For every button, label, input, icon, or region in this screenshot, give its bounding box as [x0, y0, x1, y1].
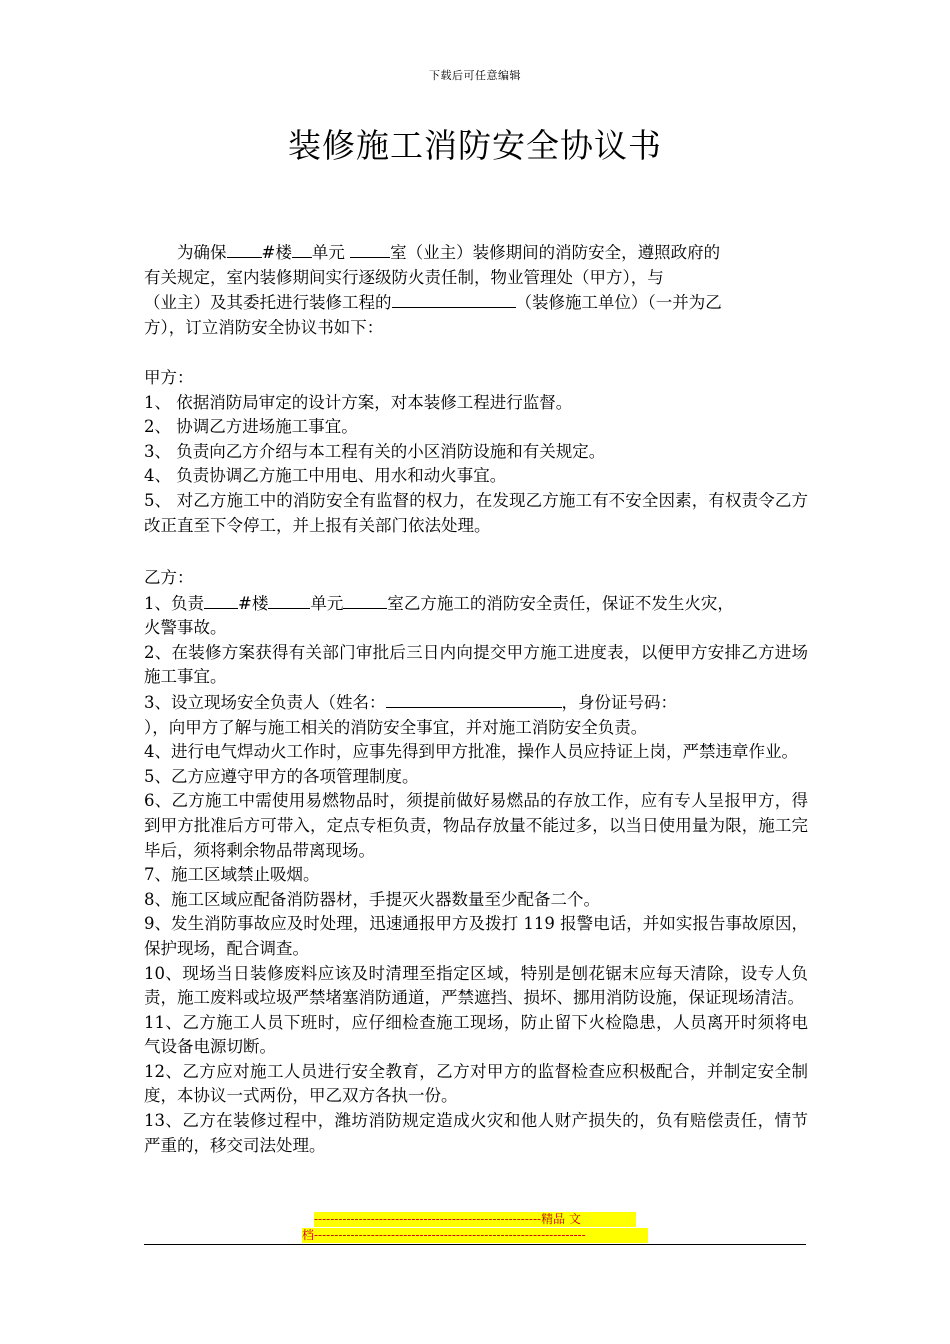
intro-paragraph — [144, 240, 808, 340]
person-name-blank — [386, 690, 562, 708]
party-a-item: 5、 对乙方施工中的消防安全有监督的权力，在发现乙方施工有不安全因素，有权责令乙方改正直至下令停工，并上报有关部门依法处理。 — [144, 490, 808, 535]
header-note: 下载后可任意编辑 — [429, 69, 521, 82]
unit-blank — [268, 591, 310, 609]
room-blank — [343, 591, 387, 609]
party-a-item: 3、 负责向乙方介绍与本工程有关的小区消防设施和有关规定。 — [144, 441, 606, 461]
footer-watermark-line-2: 档------------------------------------------------------------------- — [302, 1228, 648, 1243]
party-b-item: 12、乙方应对施工人员进行安全教育，乙方对甲方的监督检查应积极配合，并制定安全制度，本协议一式两份，甲乙双方各执一份。 — [144, 1061, 808, 1106]
intro-line-3: （业主）及其委托进行装修工程的 （装修施工单位）（一并为乙 — [144, 290, 808, 316]
building-blank — [204, 591, 238, 609]
unit-blank — [292, 240, 312, 258]
contractor-blank — [392, 290, 516, 308]
document-title: 装修施工消防安全协议书 — [288, 126, 662, 165]
party-b-section — [144, 566, 808, 1158]
party-a-item: 2、 协调乙方进场施工事宜。 — [144, 417, 358, 437]
party-b-item-3: 3、设立现场安全负责人（姓名： ，身份证号码： ），向甲方了解与施工相关的消防安全事宜，并对施工消防安全负责。 — [144, 690, 808, 740]
footer-rule — [144, 1244, 806, 1245]
party-a-item: 4、 负责协调乙方施工中用电、用水和动火事宜。 — [144, 466, 507, 486]
party-a-section — [144, 366, 808, 538]
party-b-item: 7、施工区域禁止吸烟。 — [144, 865, 320, 885]
party-b-item-2: 2、在装修方案获得有关部门审批后三日内向提交甲方施工进度表，以便甲方安排乙方进场施工事宜。 — [144, 642, 808, 687]
footer-watermark-line-1: --------------------------------------------------------精品 文 — [314, 1212, 636, 1227]
party-b-item: 6、乙方施工中需使用易燃物品时，须提前做好易燃品的存放工作，应有专人呈报甲方，得到甲方批准后方可带入，定点专柜负责，物品存放量不能过多，以当日使用量为限，施工完毕后，须将剩余物品带离现场。 — [144, 791, 808, 860]
intro-line-2: 有关规定，室内装修期间实行逐级防火责任制，物业管理处（甲方），与 — [144, 267, 664, 287]
party-b-heading: 乙方： — [144, 568, 194, 587]
party-b-item: 13、乙方在装修过程中，潍坊消防规定造成火灾和他人财产损失的，负有赔偿责任，情节严重的，移交司法处理。 — [144, 1111, 808, 1155]
party-b-item: 5、乙方应遵守甲方的各项管理制度。 — [144, 766, 419, 786]
intro-line-4: 方），订立消防安全协议书如下： — [144, 317, 384, 337]
party-b-item-1: 1、负责 #楼 单元 室乙方施工的消防安全责任，保证不发生火灾， 火警事故。 — [144, 591, 808, 641]
party-b-item: 8、施工区域应配备消防器材，手提灭火器数量至少配备二个。 — [144, 889, 600, 909]
party-b-item: 11、乙方施工人员下班时，应仔细检查施工现场，防止留下火检隐患，人员离开时须将电气设备电源切断。 — [144, 1012, 808, 1057]
building-blank — [227, 240, 262, 258]
room-blank — [350, 240, 390, 258]
party-b-item: 10、现场当日装修废料应该及时清理至指定区域，特别是刨花锯末应每天清除，设专人负责，施工废料或垃圾严禁堵塞消防通道，严禁遮挡、损坏、挪用消防设施，保证现场清洁。 — [144, 963, 808, 1008]
party-a-item: 1、 依据消防局审定的设计方案，对本装修工程进行监督。 — [144, 392, 573, 412]
party-b-item: 4、进行电气焊动火工作时，应事先得到甲方批准，操作人员应持证上岗，严禁违章作业。 — [144, 742, 798, 762]
party-b-item: 9、发生消防事故应及时处理，迅速通报甲方及拨打 119 报警电话，并如实报告事故原因，保护现场，配合调查。 — [144, 914, 808, 958]
party-a-heading: 甲方： — [144, 368, 194, 387]
intro-line-1: 为确保 #楼 单元 室（业主）装修期间的消防安全，遵照政府的 — [144, 240, 808, 266]
